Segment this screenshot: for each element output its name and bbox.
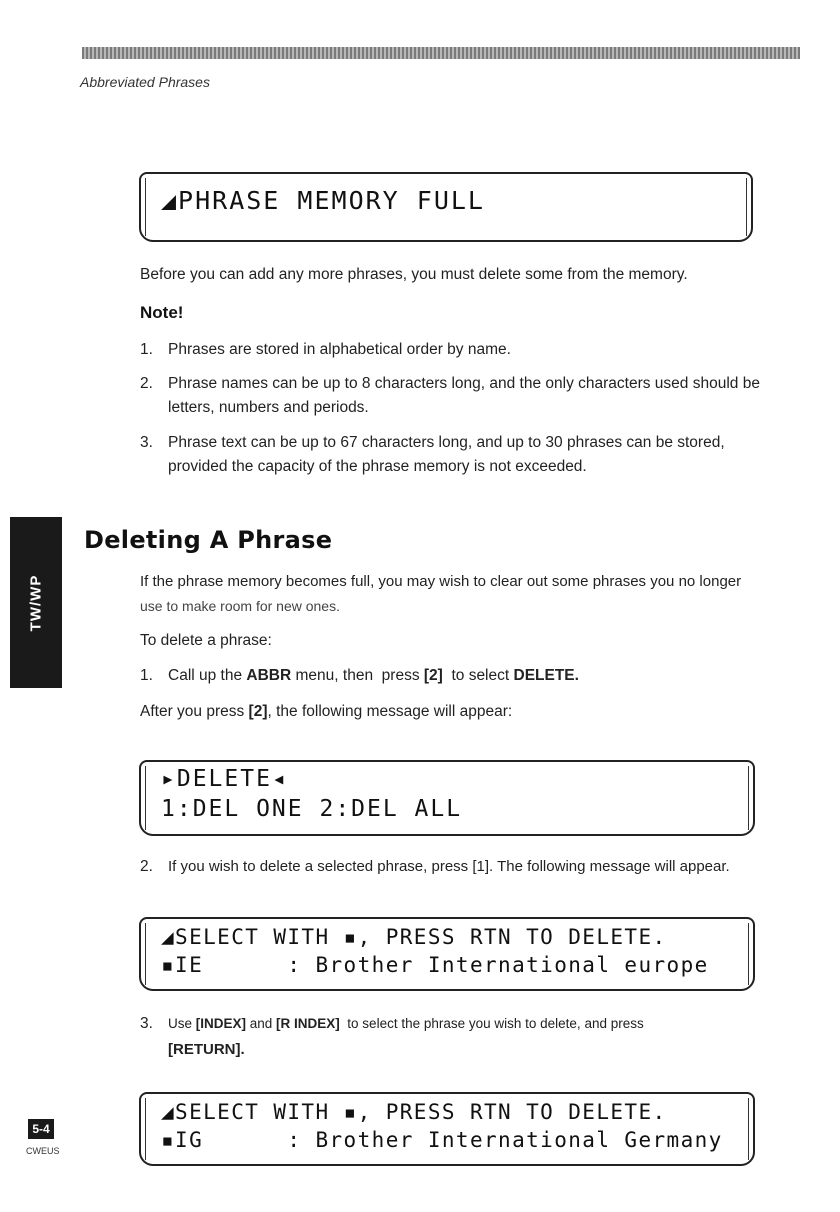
intro-paragraph: Before you can add any more phrases, you must delete some from the memory. — [140, 266, 688, 283]
item-text-line-1: Phrase text can be up to 67 characters long, and up to 30 phrases can be stored, — [168, 434, 725, 451]
running-header: Abbreviated Phrases — [80, 74, 210, 90]
item-number: 3. — [140, 434, 153, 451]
step-text: If you wish to delete a selected phrase, press [1]. The following message will appear. — [168, 858, 730, 875]
abbr-key: ABBR — [246, 667, 292, 684]
step-number: 1. — [140, 667, 153, 684]
sidebar-tab — [10, 517, 62, 688]
item-number: 2. — [140, 375, 153, 392]
item-text: Phrases are stored in alphabetical order by name. — [168, 341, 511, 358]
lcd-line-2: ▪IG : Brother International Germany — [161, 1128, 723, 1152]
item-text-line-2: letters, numbers and periods. — [168, 399, 369, 416]
section-para-line-1: If the phrase memory becomes full, you may wish to clear out some phrases you no longer — [140, 573, 742, 590]
step-text-part: Call up the — [168, 667, 247, 684]
section-para-line-2: use to make room for new ones. — [140, 598, 340, 614]
lcd-display-memory-full — [139, 172, 753, 242]
item-text-line-1: Phrase names can be up to 8 characters long, and the only characters used should be — [168, 375, 760, 392]
item-text-line-2: provided the capacity of the phrase memory is not exceeded. — [168, 458, 587, 475]
step-number: 3. — [140, 1015, 153, 1032]
sidebar-tab-label: TW/WP — [27, 574, 45, 631]
item-number: 1. — [140, 341, 153, 358]
key-2: [2] — [423, 667, 443, 684]
lcd-line-1: ◢PHRASE MEMORY FULL — [161, 186, 485, 215]
section-heading: Deleting A Phrase — [84, 526, 333, 554]
index-key: [INDEX] — [195, 1016, 247, 1031]
lcd-line-2: 1:DEL ONE 2:DEL ALL — [161, 796, 463, 822]
lcd-line-1: ◢SELECT WITH ▪, PRESS RTN TO DELETE. — [161, 1100, 667, 1124]
lcd-display-select-germany — [139, 1092, 755, 1166]
lcd-line-1: ◢SELECT WITH ▪, PRESS RTN TO DELETE. — [161, 925, 667, 949]
lcd-line-1: ▸DELETE◂ — [161, 766, 288, 792]
lcd-line-2: ▪IE : Brother International europe — [161, 953, 709, 977]
after-text-part: , the following message will appear: — [267, 703, 513, 720]
lcd-display-select-europe — [139, 917, 755, 991]
lcd-display-delete — [139, 760, 755, 836]
step-text-part: and — [246, 1016, 277, 1031]
note-heading: Note! — [140, 303, 184, 322]
key-2: [2] — [248, 703, 268, 720]
step-text-part: to select the phrase you wish to delete, and press — [339, 1016, 644, 1031]
delete-key: DELETE. — [513, 667, 579, 684]
to-delete-text: To delete a phrase: — [140, 632, 272, 649]
step-text-part: to select — [442, 667, 514, 684]
step-text — [168, 666, 579, 686]
step-text-part: menu, then press — [291, 667, 424, 684]
document-code: CWEUS — [26, 1146, 60, 1156]
step-text-part: Use — [168, 1016, 196, 1031]
after-text-part: After you press — [140, 703, 249, 720]
step-text — [168, 1014, 644, 1034]
step-number: 2. — [140, 858, 153, 875]
header-rule — [82, 47, 800, 59]
r-index-key: [R INDEX] — [276, 1016, 340, 1031]
page-number: 5-4 — [28, 1119, 54, 1139]
after-text — [140, 702, 512, 722]
return-key: [RETURN]. — [168, 1041, 245, 1058]
